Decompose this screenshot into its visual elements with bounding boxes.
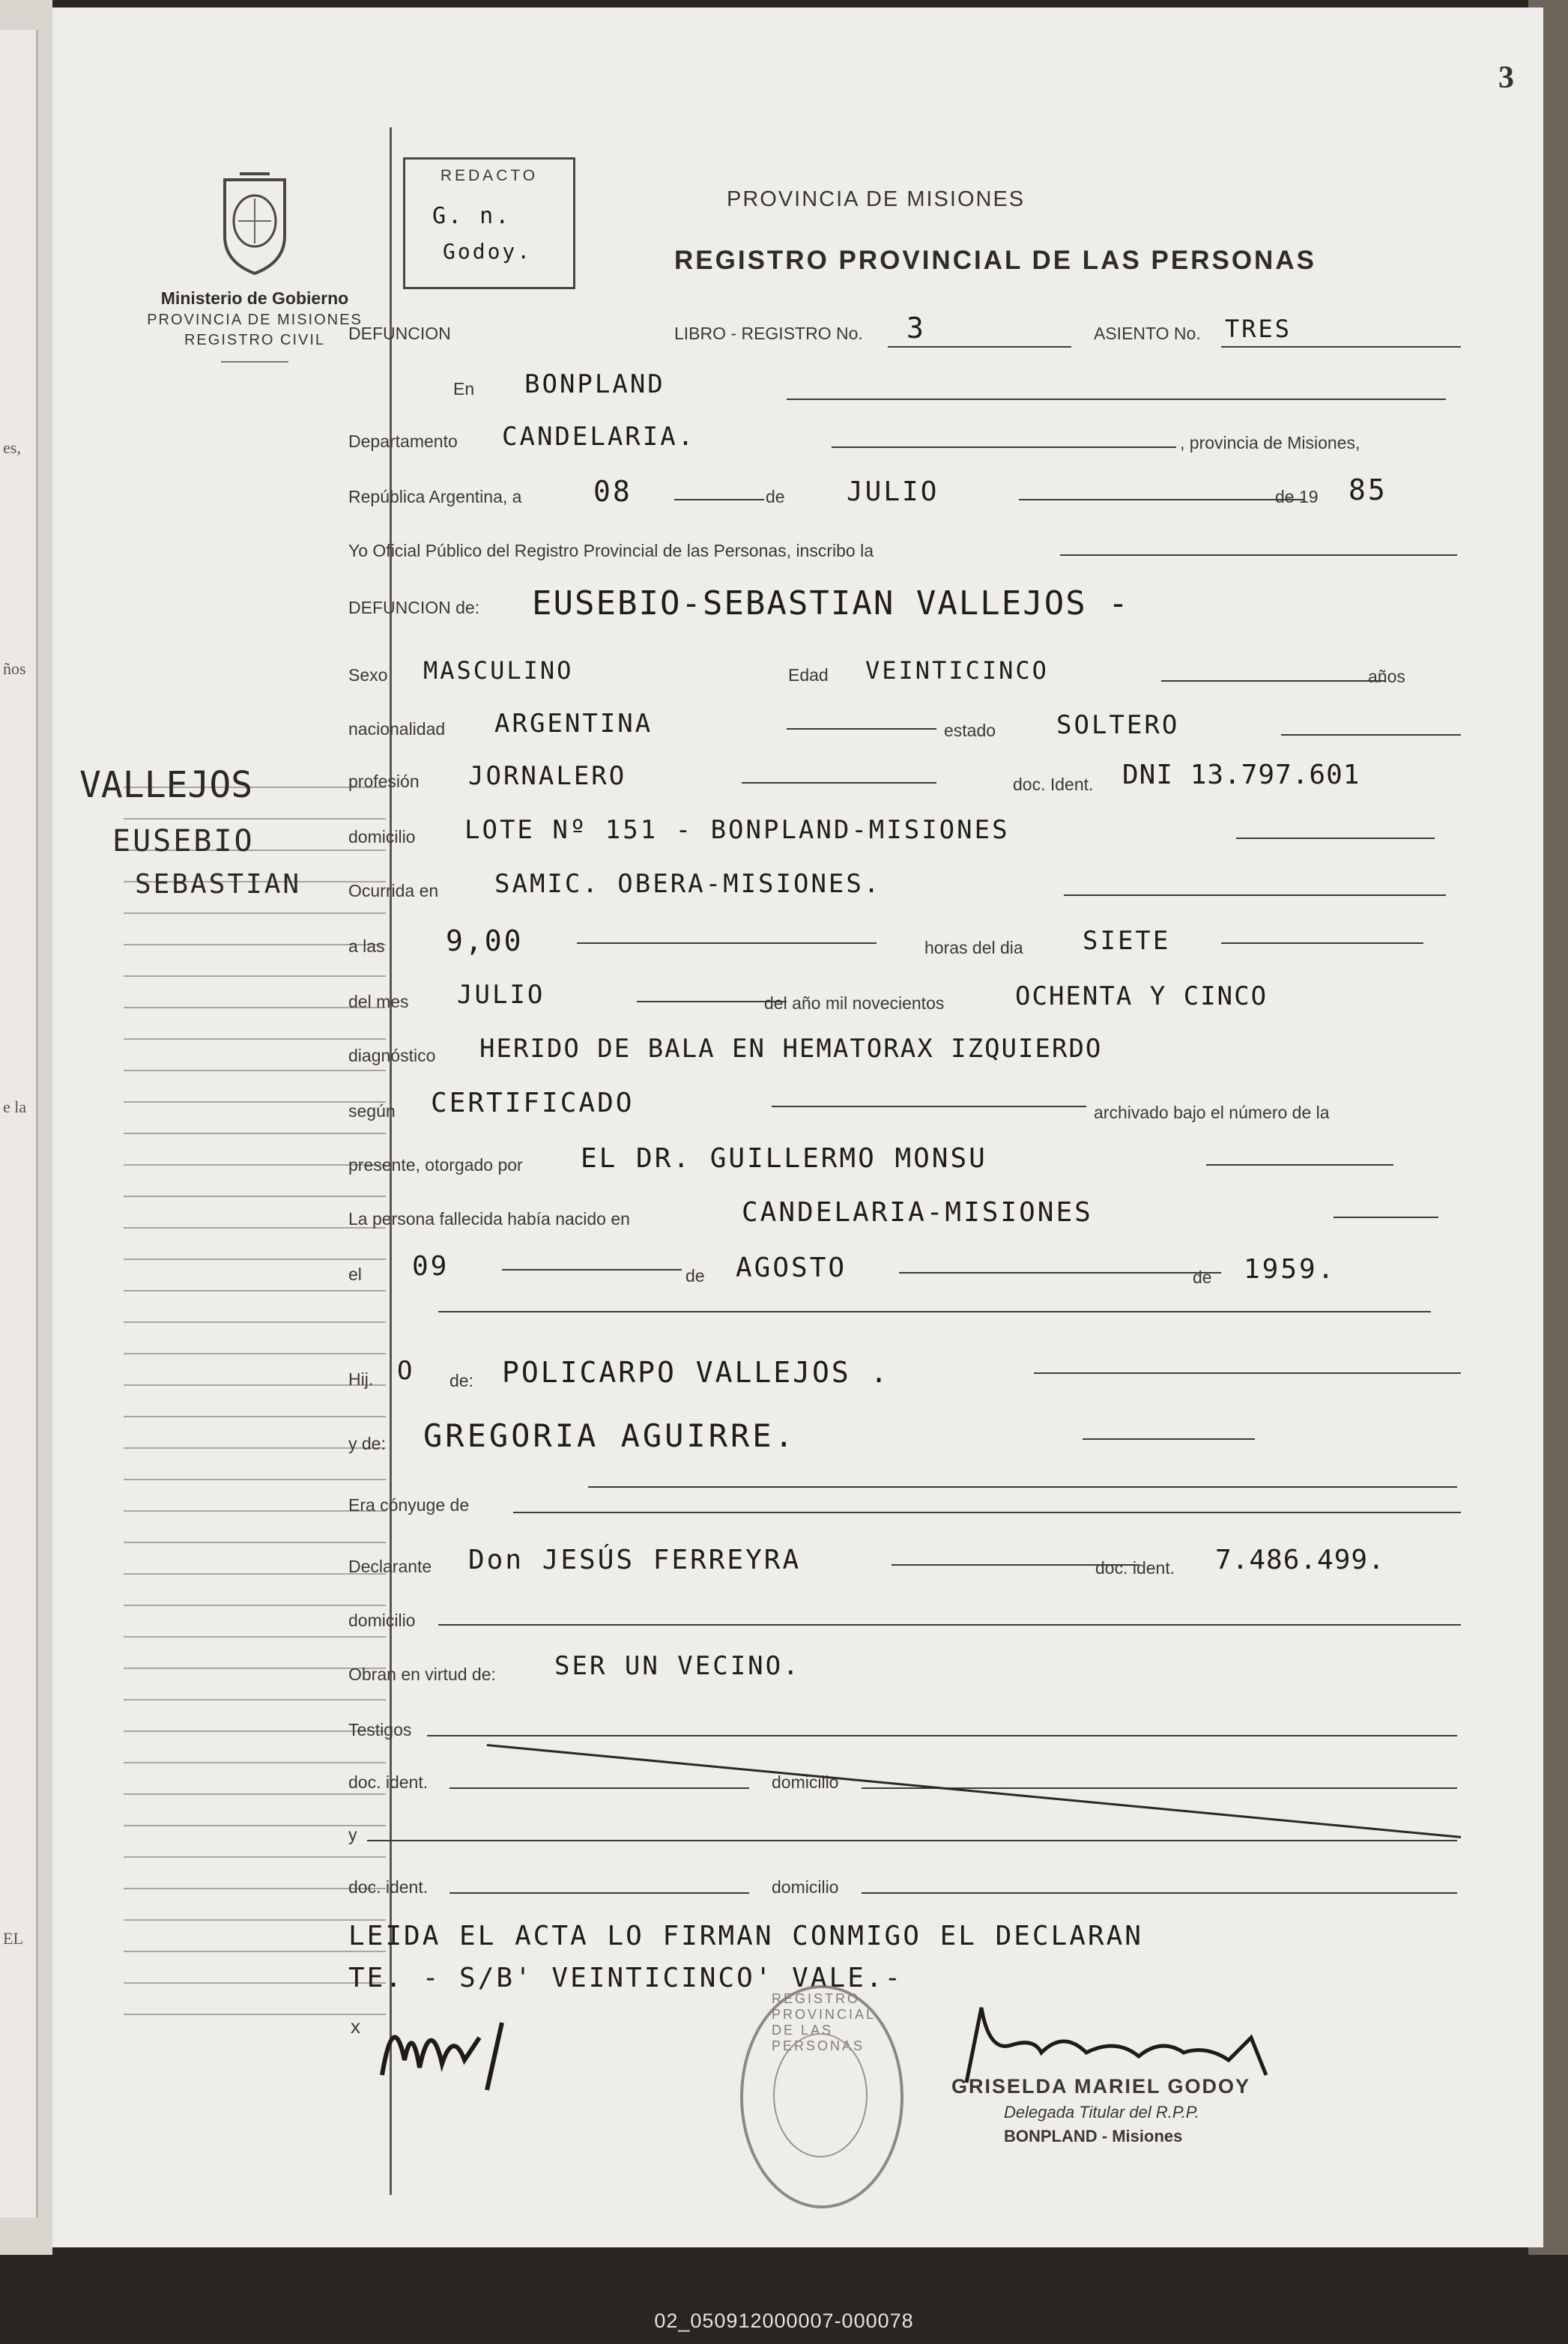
y-de-label: y de: [348, 1434, 386, 1453]
signature-mark: x [351, 2015, 360, 2038]
page-number: 3 [1498, 61, 1514, 95]
declarante-domicilio-label: domicilio [348, 1611, 416, 1630]
el-label: el [348, 1265, 362, 1284]
month-value: JULIO [847, 476, 939, 507]
presente-value: EL DR. GUILLERMO MONSU [581, 1143, 987, 1174]
ministry-province: PROVINCIA DE MISIONES [147, 312, 363, 328]
profesion-value: JORNALERO [468, 761, 627, 791]
anos-label: años [1368, 667, 1405, 686]
testigos-label: Testigos [348, 1720, 412, 1739]
closing-line-2: TE. - S/B' VEINTICINCO' VALE.- [348, 1963, 903, 1993]
y-label: y [348, 1825, 357, 1844]
del-mes-label: del mes [348, 992, 409, 1011]
oficial-text: Yo Oficial Público del Registro Provincial de las Personas, inscribo la [348, 541, 874, 560]
year-label: de 19 [1275, 487, 1319, 506]
mother-value: GREGORIA AGUIRRE. [423, 1417, 796, 1454]
day-value: 08 [593, 475, 632, 508]
father-value: POLICARPO VALLEJOS . [502, 1356, 890, 1389]
redacto-handwriting: G. n. [432, 203, 512, 229]
estado-label: estado [944, 721, 996, 740]
diagnostico-value: HERIDO DE BALA EN HEMATORAX IZQUIERDO [479, 1034, 1103, 1064]
en-value: BONPLAND [524, 369, 665, 399]
nacionalidad-value: ARGENTINA [494, 709, 653, 739]
del-ano-label: del año mil novecientos [764, 993, 945, 1013]
margin-second-name: SEBASTIAN [135, 869, 302, 900]
declarante-doc-value: 7.486.499. [1215, 1545, 1385, 1575]
prev-page-fragment: ños [3, 659, 26, 678]
segun-value: CERTIFICADO [431, 1088, 635, 1118]
domicilio-value: LOTE Nº 151 - BONPLAND-MISIONES [464, 815, 1010, 845]
birth-month-value: AGOSTO [736, 1253, 847, 1283]
registrar-role: Delegada Titular del R.P.P. [1004, 2103, 1199, 2122]
estado-value: SOLTERO [1056, 710, 1180, 740]
departamento-label: Departamento [348, 431, 458, 451]
edad-value: VEINTICINCO [865, 656, 1049, 685]
document-page [52, 7, 1543, 2247]
libro-label: LIBRO - REGISTRO No. [674, 324, 863, 343]
testigo1-doc-label: doc. ident. [348, 1772, 429, 1792]
birth-day-value: 09 [412, 1251, 449, 1282]
testigo2-domicilio-label: domicilio [772, 1877, 839, 1897]
margin-first-name: EUSEBIO [112, 824, 255, 858]
declarante-value: Don JESÚS FERREYRA [468, 1545, 802, 1575]
redacto-label: REDACTO [440, 167, 539, 184]
departamento-value: CANDELARIA. [502, 422, 696, 452]
conyuge-label: Era cónyuge de [348, 1495, 470, 1515]
archivado-label: archivado bajo el número de la [1094, 1103, 1330, 1122]
official-stamp [740, 1985, 903, 2208]
presente-label: presente, otorgado por [348, 1155, 523, 1175]
birth-year-value: 1959. [1244, 1254, 1337, 1285]
a-las-value: 9,00 [446, 924, 524, 957]
obran-value: SER UN VECINO. [554, 1651, 801, 1681]
defuncion-de-label: DEFUNCION de: [348, 598, 480, 617]
ministry-header [127, 165, 382, 363]
testigo1-domicilio-label: domicilio [772, 1772, 839, 1792]
prev-page-fragment: es, [3, 438, 21, 457]
de-parent-label: de: [449, 1371, 473, 1390]
doc-value: DNI 13.797.601 [1122, 760, 1360, 790]
registrar-place: BONPLAND - Misiones [1004, 2127, 1183, 2145]
birth-year-label: de [1193, 1268, 1212, 1287]
asiento-value: TRES [1225, 315, 1292, 343]
hij-label: Hij. [348, 1369, 374, 1389]
a-las-label: a las [348, 936, 385, 956]
redacto-handwriting: Godoy. [443, 239, 533, 264]
prev-page-fragment: e la [3, 1097, 27, 1116]
mes-value: JULIO [457, 980, 545, 1010]
prev-page-fragment: EL [3, 1929, 23, 1948]
asiento-label: ASIENTO No. [1094, 324, 1201, 343]
registrar-block [951, 2075, 1311, 2146]
footer-code: 02_050912000007-000078 [654, 2310, 914, 2332]
ministry-name: Ministerio de Gobierno [160, 288, 349, 308]
declarant-signature-icon [375, 1993, 629, 2098]
margin-surname: VALLEJOS [79, 764, 253, 806]
header-rule [221, 361, 288, 363]
nacido-value: CANDELARIA-MISIONES [742, 1197, 1093, 1228]
en-label: En [453, 379, 475, 399]
header-province: PROVINCIA DE MISIONES [727, 187, 1026, 211]
sexo-value: MASCULINO [423, 656, 574, 685]
closing-line-1: LEIDA EL ACTA LO FIRMAN CONMIGO EL DECLARAN [348, 1921, 1143, 1951]
diagnostico-label: diagnóstico [348, 1046, 436, 1065]
act-type-label: DEFUNCION [348, 324, 451, 343]
nacido-label: La persona fallecida había nacido en [348, 1209, 630, 1229]
nacionalidad-label: nacionalidad [348, 719, 446, 739]
declarante-doc-label: doc. ident. [1095, 1558, 1175, 1578]
profesion-label: profesión [348, 772, 420, 791]
provincial-seal-icon [217, 165, 292, 277]
header-registry: REGISTRO PROVINCIAL DE LAS PERSONAS [674, 246, 1316, 275]
ministry-registry: REGISTRO CIVIL [184, 332, 326, 348]
segun-label: según [348, 1101, 396, 1121]
margin-ruled-lines [124, 787, 386, 2045]
redacto-box [403, 157, 575, 289]
republica-label: República Argentina, a [348, 487, 522, 506]
domicilio-label: domicilio [348, 827, 416, 847]
declarante-label: Declarante [348, 1557, 432, 1576]
ano-value: OCHENTA Y CINCO [1015, 981, 1268, 1011]
provincia-label: , provincia de Misiones, [1180, 433, 1360, 452]
previous-page-edge [0, 30, 38, 2217]
cancel-strikeout-line [487, 1744, 1461, 1838]
obran-label: Obran en virtud de: [348, 1665, 496, 1684]
sexo-label: Sexo [348, 665, 388, 685]
hij-value: O [397, 1356, 415, 1386]
stamp-text: REGISTRO PROVINCIAL DE LAS PERSONAS [772, 1991, 876, 2053]
testigo2-doc-label: doc. ident. [348, 1877, 429, 1897]
ocurrida-value: SAMIC. OBERA-MISIONES. [494, 869, 882, 899]
birth-de-label: de [685, 1266, 705, 1285]
year-value: 85 [1348, 473, 1387, 506]
dia-value: SIETE [1083, 926, 1171, 956]
doc-label: doc. Ident. [1013, 775, 1094, 794]
registrar-name: GRISELDA MARIEL GODOY [951, 2075, 1251, 2098]
deceased-name-value: EUSEBIO-SEBASTIAN VALLEJOS - [532, 584, 1130, 623]
edad-label: Edad [788, 665, 829, 685]
ocurrida-label: Ocurrida en [348, 881, 439, 900]
libro-value: 3 [906, 312, 926, 345]
de-label: de [766, 487, 785, 506]
horas-label: horas del dia [924, 938, 1023, 957]
